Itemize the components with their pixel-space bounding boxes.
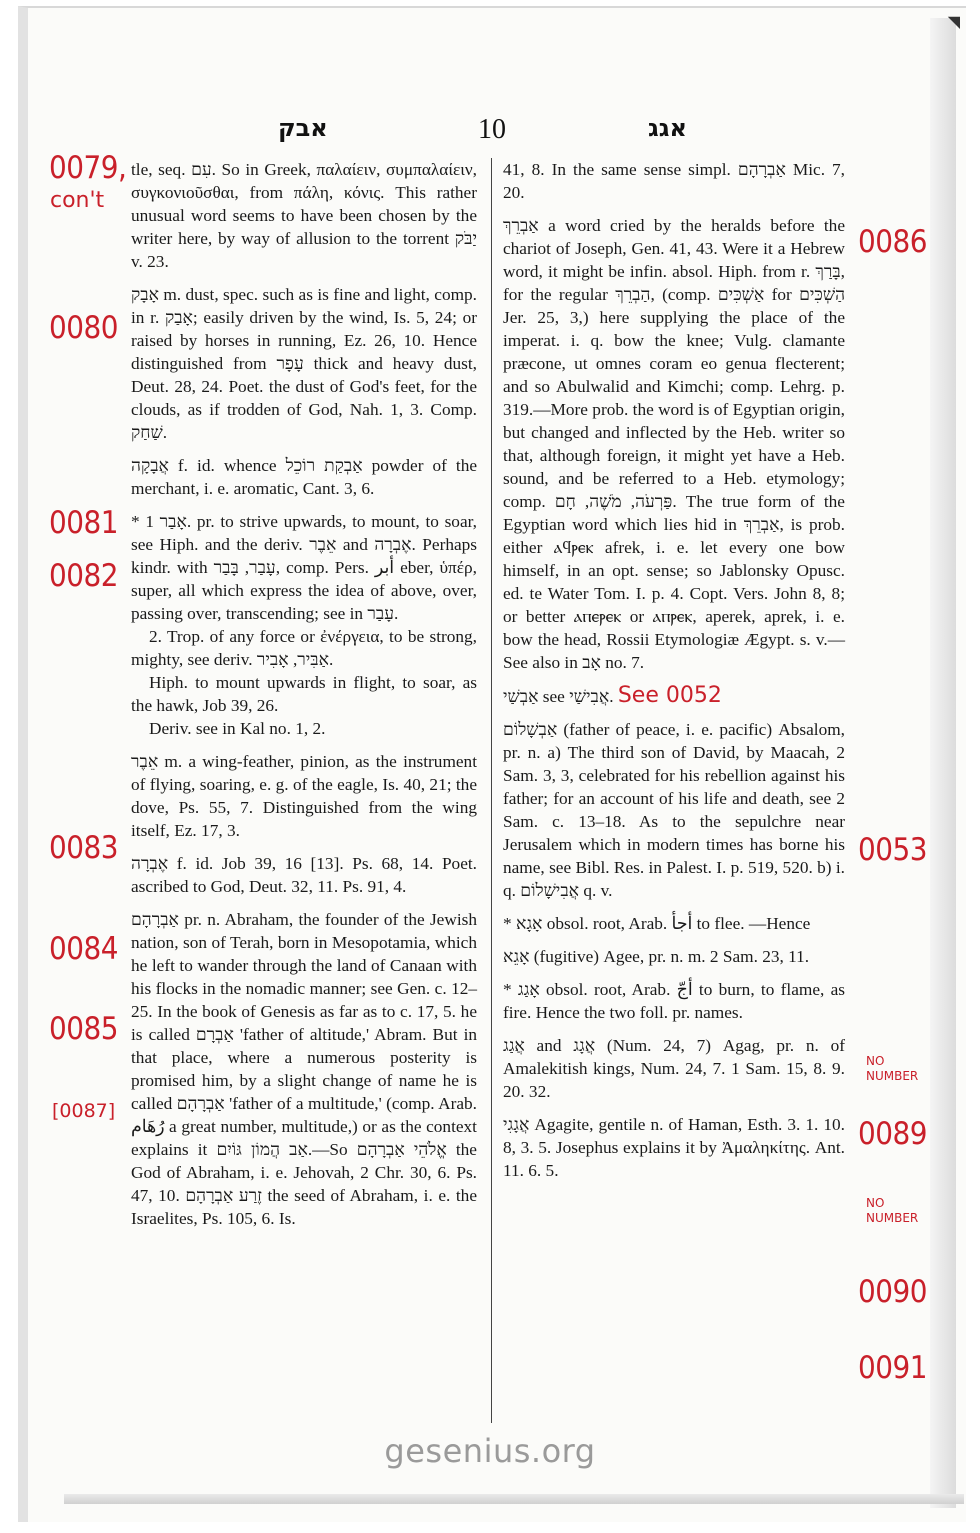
entry-see-0052-text: אַבְשַׁי see אֲבִישַׁי. bbox=[503, 687, 614, 706]
margin-number-0079: 0079, bbox=[49, 150, 127, 186]
entry-0085: אַבְרָהָם pr. n. Abraham, the founder of the Jewish nation, son of Terah, born in Mesopotamia, which he left to wander through the land of Canaan with his flocks in the nomadic manner; see Gen. c. 12–25. In the book of Genesis as far as to c. 17, 5. he is called אַבְרָם 'father of altitude,' Abram. But in that place, where a numerous posterity is promised him, by a slight change of name he is called אַבְרָהָם 'father of a multitude,' (comp. Arab. رُهَام a great number, multitude,) or as the context explains it אַב הֲמוֹן גּוֹיִם.—So אֱלֹהֵי אַבְרָהָם the God of Abraham, i. e. Jehovah, 2 Chr. 30, 6. Ps. 47, 10. זֶרַע אַבְרָהָם the seed of Abraham, i. e. the Israelites, Ps. 105, 6. Is. bbox=[131, 910, 478, 1228]
margin-number-0087: [0087] bbox=[52, 1100, 116, 1122]
entry-0089: אָגֵא (fugitive) Agee, pr. n. m. 2 Sam. 23, 11. bbox=[503, 947, 810, 966]
entry-0053: אַבְשָׁלוֹם (father of peace, i. e. pacific) Absalom, pr. n. a) The third son of David, by Maacah, 2 Sam. 3, 3, celebrated for his rebellion against his father; for an account of his life and death, see 2 Sam. c. 13–18. As to the sepulchre near Jerusalem which in modern times has borne his name, see Bibl. Res. in Palest. I. p. 519, 520. b) i. q. אֲבִישָׁלוֹם q. v. bbox=[503, 720, 845, 900]
entry-0081: אֲבָקָה f. id. whence אַבְקַת רוֹכֵל powder of the merchant, i. e. aromatic, Cant. 3, 6. bbox=[131, 456, 478, 498]
page-number: 10 bbox=[478, 114, 506, 145]
entry-0084: אֶבְרָה f. id. Job 39, 16 [13]. Ps. 68, 14. Poet. ascribed to God, Deut. 32, 11. Ps. 91, 4. bbox=[131, 854, 477, 896]
margin-number-0083: 0083 bbox=[49, 830, 118, 866]
page-bottom-edge bbox=[64, 1494, 964, 1504]
corner-mark-icon: ◥ bbox=[947, 12, 960, 31]
entry-0091: אֲגָגִי Agagite, gentile n. of Haman, Esth. 3. 1. 10. 8, 3. 5. Josephus explains it by Ἀμαληκίτης. Ant. 11. 6. 5. bbox=[503, 1115, 845, 1180]
margin-number-0084: 0084 bbox=[49, 931, 118, 967]
margin-continued-note: con't bbox=[50, 188, 105, 213]
entry-0080: אָבָק m. dust, spec. such as is fine and light, comp. in r. אָבַק; easily driven by the wind, Is. 5, 24; or raised by horses in running, Ez. 26, 10. Hence distinguished from עָפָר thick and heavy dust, Deut. 28, 24. Poet. the dust of God's feet, for the clouds, as if trodden of God, Nah. 1, 3. Comp. שַׁחַק. bbox=[131, 285, 477, 442]
entry-0082-derivatives: Deriv. see in Kal no. 1, 2. bbox=[149, 719, 326, 738]
entry-agah-root: * אָגָא obsol. root, Arab. أجأ to flee. —Hence bbox=[503, 914, 811, 933]
header-left-word: אבק bbox=[278, 114, 328, 142]
entry-0079-continued: tle, seq. עִם. So in Greek, παλαίειν, συμπαλαίειν, συγκονιοῦσθαι, from πάλη, κόνις. This rather unusual word seems to have been chosen by the writer here, by way of allusion to the torrent יַבֹּק v. 23. bbox=[131, 160, 478, 271]
entry-0082-hiphil: Hiph. to mount upwards in flight, to soar, as the hawk, Job 39, 26. bbox=[131, 673, 477, 715]
margin-number-0081: 0081 bbox=[49, 505, 118, 541]
margin-number-0086: 0086 bbox=[858, 224, 927, 260]
entry-0082-sense-2: 2. Trop. of any force or ἐνέργεια, to be strong, mighty, see deriv. אַבִּיר, אָבִיר. bbox=[131, 627, 477, 669]
margin-number-0089: 0089 bbox=[858, 1116, 927, 1152]
entry-agag-root: * אָגַג obsol. root, Arab. أجّ to burn, to flame, as fire. Hence the two foll. pr. names. bbox=[503, 980, 845, 1022]
no-number-note-2: NO NUMBER bbox=[866, 1196, 919, 1225]
margin-number-0091: 0091 bbox=[858, 1350, 927, 1386]
margin-number-0080: 0080 bbox=[49, 310, 118, 346]
margin-number-0090: 0090 bbox=[858, 1274, 927, 1310]
entry-see-0052 bbox=[503, 684, 845, 708]
see-0052-note: See 0052 bbox=[617, 683, 722, 708]
margin-number-0053: 0053 bbox=[858, 832, 927, 868]
no-number-note-1: NO NUMBER bbox=[866, 1054, 919, 1083]
site-watermark: gesenius.org bbox=[384, 1432, 596, 1470]
left-column bbox=[131, 158, 477, 1240]
entry-0085-continued: 41, 8. In the same sense simpl. אַבְרָהָם Mic. 7, 20. bbox=[503, 160, 845, 202]
entry-0090: אֲגַג and אֲגָג (Num. 24, 7) Agag, pr. n. of Amalekitish kings, Num. 24, 7. 1 Sam. 15, 8. 9. 20. 32. bbox=[503, 1036, 846, 1101]
header-right-word: אגג bbox=[648, 114, 687, 142]
entry-0082-sense-1: * אָבַר 1. pr. to strive upwards, to mount, to soar, see Hiph. and the deriv. אֵבֶר and אֶבְרָה. Perhaps kindr. with עָבַר, בָּבַר, comp. Pers. أبر eber, ὑπέρ, super, all which express the idea of above, over, passing over, transcending; see in עָבַר. bbox=[131, 512, 478, 623]
right-column bbox=[503, 158, 845, 1192]
column-divider bbox=[491, 158, 492, 1423]
page-header bbox=[0, 114, 980, 154]
page-edge-shadow bbox=[930, 18, 956, 1508]
entry-0083: אֵבֶר m. a wing-feather, pinion, as the instrument of flying, soaring, e. g. of the eagle, Is. 40, 21; the dove, Ps. 55, 7. Distinguished from the wing itself, Ez. 17, 3. bbox=[131, 752, 477, 840]
margin-number-0082: 0082 bbox=[49, 558, 118, 594]
entry-0086: אַבְרֵךְ a word cried by the heralds before the chariot of Joseph, Gen. 41, 43. Were it a Hebrew word, it might be infin. absol. Hiph. from r. בָּרַךְ, for the regular הַבְרֵךְ, (comp. אַשְׁכִּים for הַשְׁכִּים Jer. 25, 3,) here supplying the place of the imperat. i. q. bow the knee; Vulg. clamante præcone, ut omnes coram eo genua flecterent; and so Abulwalid and Kimchi; comp. Lehrg. p. 319.—More prob. the word is of Egyptian origin, but changed and inflected by the Heb. writer so that, although foreign, it might yet have a Heb. sound, and be referred to a Heb. etymology; comp. פַּרְעֹה, מֹשֶׁה, חָם. The true form of the Egyptian word which lies hid in אַבְרֵךְ, is prob. either ⲁϥⲣⲉⲕ afrek, i. e. let every one bow himself, in an opt. sense; so Jablonsky Opusc. ed. te Water Tom. I. p. 4. Copt. Vers. John 8, 8; or better ⲁⲡⲉⲣⲉⲕ or ⲁⲡⲣⲉⲕ, aperek, aprek, i. e. bow the head, Rossii Etymologiæ Ægypt. s. v.—See also in אָב no. 7. bbox=[503, 216, 846, 672]
margin-number-0085: 0085 bbox=[49, 1011, 118, 1047]
